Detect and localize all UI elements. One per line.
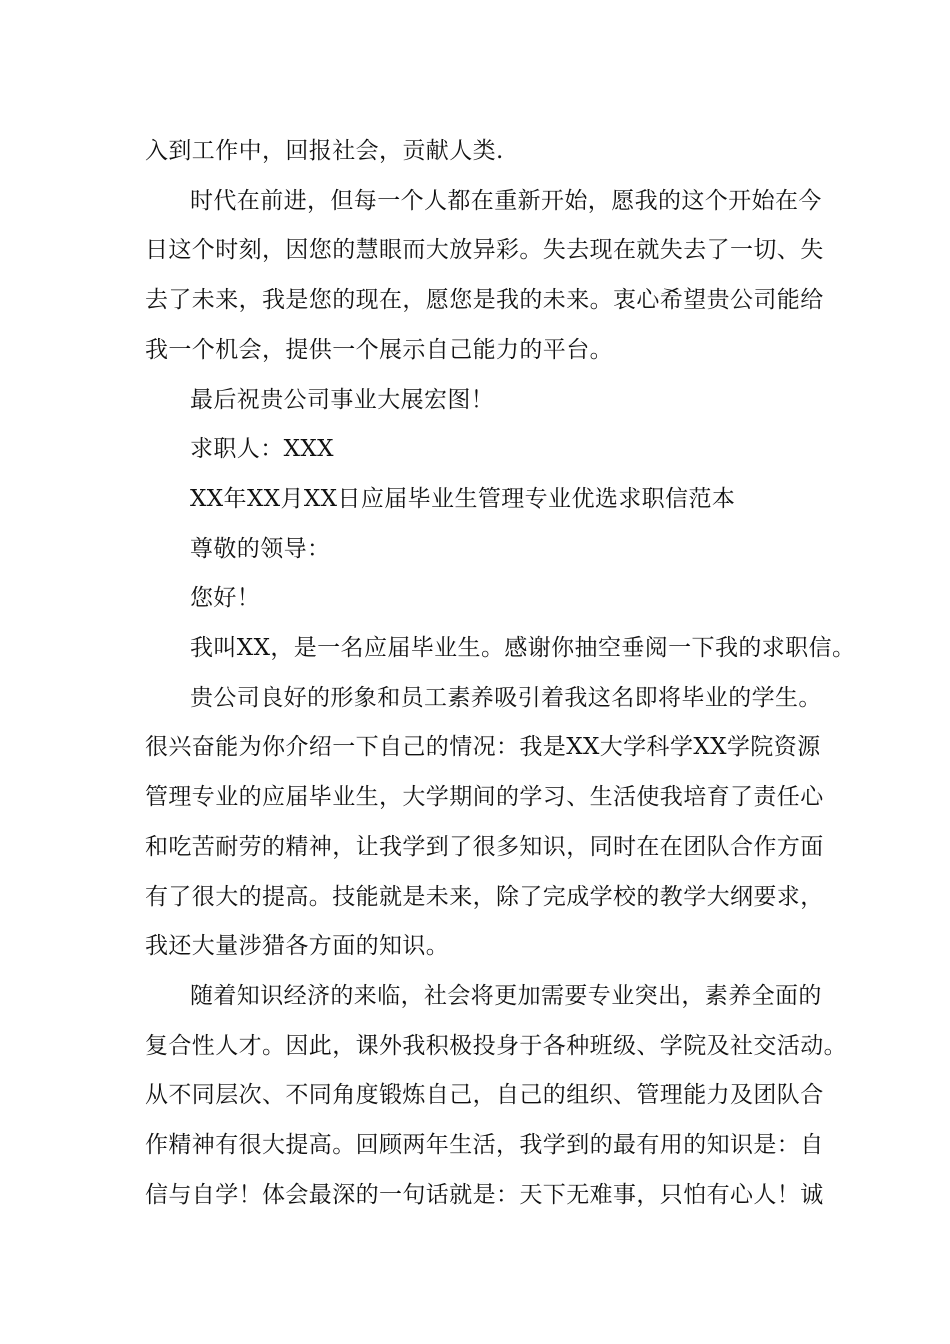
text-line-1: 入到工作中，回报社会，贡献人类. [145,138,504,164]
text-line-21: 作精神有很大提高。回顾两年生活，我学到的最有用的知识是：自 [145,1132,824,1159]
text-line-12: 贵公司良好的形象和员工素养吸引着我这名即将毕业的学生。 [190,684,822,711]
text-line-14: 管理专业的应届毕业生，大学期间的学习、生活使我培育了责任心 [145,784,824,811]
text-line-6: 最后祝贵公司事业大展宏图！ [190,386,495,413]
text-line-13: 很兴奋能为你介绍一下自己的情况：我是XX大学科学XX学院资源 [145,734,821,761]
text-line-7: 求职人：XXX [190,436,334,463]
text-line-15: 和吃苦耐劳的精神，让我学到了很多知识，同时在在团队合作方面 [145,833,824,860]
text-line-8: XX年XX月XX日应届毕业生管理专业优选求职信范本 [190,485,736,512]
text-line-22: 信与自学！体会最深的一句话就是：天下无难事，只怕有心人！诚 [145,1181,824,1208]
text-line-20: 从不同层次、不同角度锻炼自己，自己的组织、管理能力及团队合 [145,1082,824,1109]
text-line-5: 我一个机会，提供一个展示自己能力的平台。 [145,336,613,363]
text-line-18: 随着知识经济的来临，社会将更加需要专业突出，素养全面的 [190,982,822,1009]
text-line-4: 去了未来，我是您的现在，愿您是我的未来。衷心希望贵公司能给 [145,287,824,314]
text-line-2: 时代在前进，但每一个人都在重新开始，愿我的这个开始在今 [190,187,822,214]
text-line-3: 日这个时刻，因您的慧眼而大放异彩。失去现在就失去了一切、失 [145,237,824,264]
text-line-11: 我叫XX，是一名应届毕业生。感谢你抽空垂阅一下我的求职信。 [190,635,856,662]
text-line-19: 复合性人才。因此，课外我积极投身于各种班级、学院及社交活动。 [145,1032,847,1059]
text-line-10: 您好！ [190,585,261,612]
letter-body [145,127,856,1220]
text-line-16: 有了很大的提高。技能就是未来，除了完成学校的教学大纲要求， [145,883,824,910]
text-line-17: 我还大量涉猎各方面的知识。 [145,933,450,960]
text-line-9: 尊敬的领导： [190,535,331,562]
